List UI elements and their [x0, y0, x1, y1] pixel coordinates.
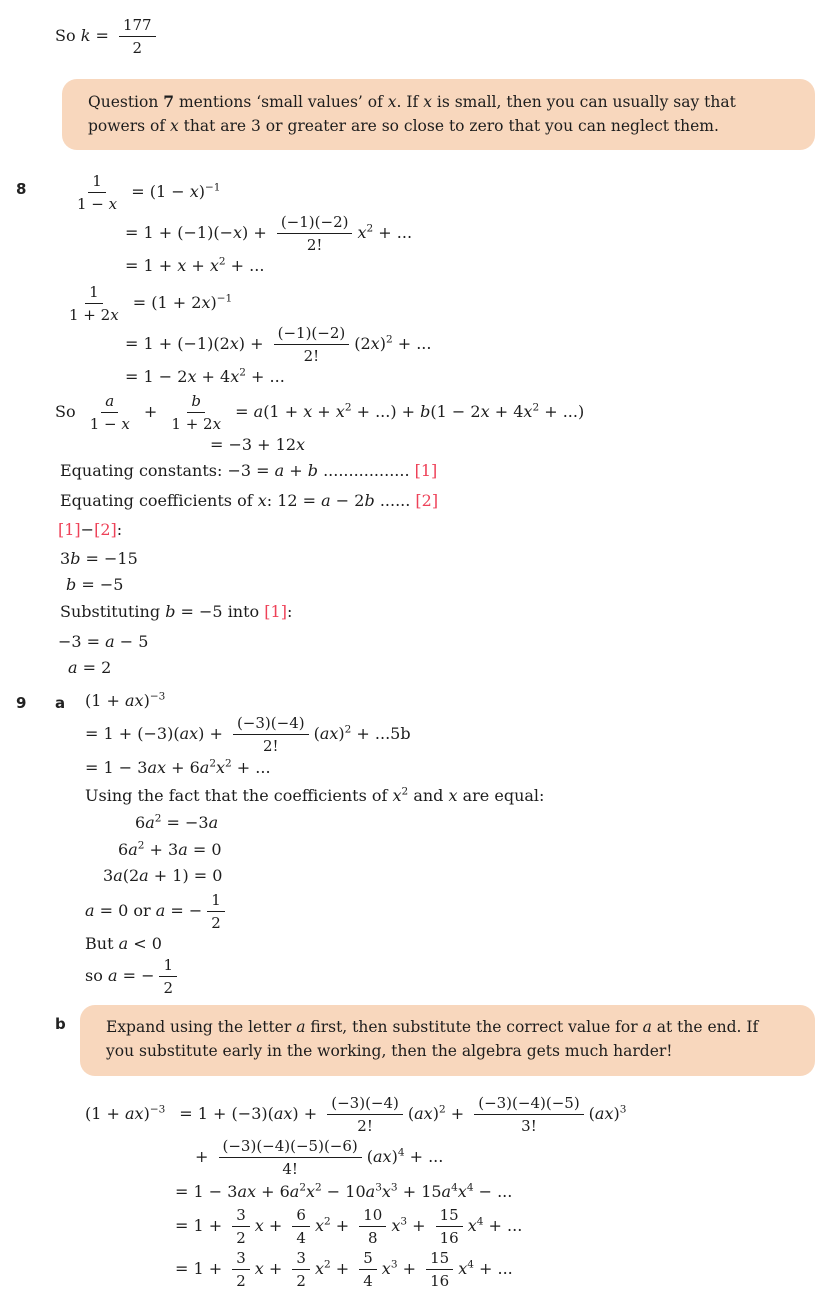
fraction-denominator: 1 + 2x [69, 305, 119, 324]
q9a-eq2 [118, 840, 826, 861]
math-variable: b [364, 491, 375, 511]
fraction-numerator: 1 [88, 172, 106, 193]
bold-text: 7 [163, 92, 175, 111]
math-variable: x [387, 93, 397, 111]
fraction-numerator: 1 [159, 956, 177, 977]
math-variable: x [335, 401, 345, 421]
fraction [207, 891, 225, 932]
math-variable: x [257, 491, 267, 511]
q9a-expression [16, 690, 826, 712]
superscript: 3 [390, 1181, 398, 1194]
q8-substituting-line [60, 602, 826, 623]
math-variable: x [229, 333, 239, 353]
fraction [219, 1137, 362, 1178]
superscript: 2 [438, 1103, 446, 1116]
fraction-denominator: 2 [236, 1229, 246, 1248]
q9a-final [85, 956, 826, 997]
math-variable: ax [125, 690, 144, 710]
math-variable: b [307, 461, 318, 481]
q9b-expansion-3 [175, 1182, 826, 1203]
math-variable: a [107, 966, 118, 986]
q8-expansion-1 [16, 172, 826, 214]
fraction-denominator: 4 [363, 1272, 373, 1290]
fraction-denominator: 2 [296, 1272, 306, 1290]
superscript: 2 [218, 255, 226, 268]
superscript: 2 [299, 1181, 306, 1194]
fraction-denominator: 2 [132, 39, 143, 57]
math-variable: a [208, 813, 219, 833]
math-variable: b [70, 548, 81, 568]
superscript: 3 [390, 1259, 398, 1271]
callout-text: Expand using the letter a first, then substitute the correct value for a at the end. If you substitute early in the working, then the algebra gets much harder! [106, 1018, 759, 1060]
math-content: $\frac{1}{1 + 2x}$ = $(1 + 2x)^{-1}$ [60, 293, 232, 312]
math-variable: ax [179, 723, 199, 743]
math-content: 3a(2a + 1) = 0 [103, 865, 223, 885]
superscript: 3 [400, 1216, 408, 1228]
superscript: 2 [385, 333, 393, 346]
q8-minus3-line [58, 632, 826, 653]
superscript: 2 [344, 723, 352, 736]
q8-expansion-4 [60, 283, 826, 324]
superscript: 2 [323, 1216, 331, 1228]
fraction [86, 392, 134, 433]
superscript: −1 [216, 292, 233, 305]
math-content: a = 2 [68, 658, 112, 678]
superscript: 2 [344, 401, 352, 414]
math-content: = 1 + (−3)(ax) + $\frac{(-3)(-4)}{2!}$ (ax)$^2$ + ...5b [85, 713, 411, 755]
math-variable: x [232, 223, 242, 243]
fraction-denominator: 2! [306, 236, 323, 255]
fraction-denominator: 2! [262, 736, 279, 755]
math-variable: x [381, 1259, 391, 1279]
fraction [474, 1094, 583, 1135]
question-label-b: b [55, 1015, 66, 1034]
fraction-numerator: (−3)(−4) [327, 1094, 403, 1115]
superscript: 2 [315, 1181, 322, 1194]
fraction [65, 283, 123, 324]
fraction-numerator: 15 [426, 1249, 453, 1270]
superscript: −3 [149, 1103, 166, 1116]
math-variable: a [365, 1181, 376, 1201]
q9b-expansion-4 [175, 1206, 826, 1247]
math-variable: x [110, 305, 119, 324]
question-label-9: 9 [16, 693, 27, 712]
fraction-numerator: (−1)(−2) [277, 213, 353, 234]
fraction-numerator: (−1)(−2) [274, 324, 350, 345]
fraction [436, 1206, 463, 1247]
math-variable: a [199, 757, 210, 777]
superscript: 4 [476, 1216, 484, 1228]
math-variable: x [314, 1216, 324, 1236]
fraction-denominator: 1 + 2x [171, 414, 222, 433]
fraction [359, 1249, 377, 1290]
math-content: 3b = −15 [60, 548, 138, 568]
fraction [73, 172, 121, 213]
math-variable: a [128, 840, 138, 860]
math-variable: x [457, 1181, 467, 1201]
q8-subtract-equations [58, 520, 826, 541]
fraction-numerator: 1 [85, 283, 103, 304]
math-content: = $1 - 2x + 4x^2$ + ... [125, 366, 285, 386]
q8-equating-coefficients [60, 491, 826, 512]
fraction-numerator: (−3)(−4) [233, 714, 309, 735]
math-variable: ax [319, 723, 339, 743]
superscript: 2 [401, 786, 409, 799]
superscript: 2 [209, 757, 216, 770]
math-content: = −3 + 12x [210, 434, 306, 454]
superscript: 4 [466, 1181, 474, 1194]
hint-callout-expand [55, 1005, 815, 1075]
q9a-expansion-1 [85, 714, 826, 755]
fraction-denominator: 2! [303, 346, 320, 365]
fraction [359, 1206, 386, 1247]
superscript: 4 [397, 1146, 405, 1159]
math-content: −3 = a − 5 [58, 632, 149, 652]
equation-reference: [2] [415, 491, 439, 511]
question-label-a: a [55, 693, 66, 712]
math-variable: ax [147, 757, 166, 777]
fraction-numerator: 3 [232, 1249, 250, 1270]
q8-expansion-5 [125, 324, 826, 365]
math-variable: a [68, 658, 78, 678]
math-variable: x [216, 757, 226, 777]
math-content: = 1 + $\frac{3}{2}$ x + $\frac{3}{2}$ $x^2$ + $\frac{5}{4}$ $x^3$ + $\frac{15}{16}$ $x^4$ + ... [175, 1249, 513, 1290]
fraction-denominator: 1 − x [77, 195, 118, 214]
math-content: Equating constants: −3 = a + b ................. [1] [60, 461, 438, 481]
math-variable: a [642, 1018, 652, 1037]
math-variable: x [448, 786, 458, 806]
result-k-line [55, 16, 826, 57]
fraction [233, 714, 309, 755]
math-variable: a [253, 401, 264, 421]
q9a-expansion-2 [85, 758, 826, 779]
superscript: 2 [225, 757, 232, 770]
math-content: (1 + ax)$^{-3}$ = 1 + (−3)(ax) + $\frac{(-3)(-4)}{2!}$ (ax)$^2$ + $\frac{(-3)(-4)(-5)}{3!}$ (ax)$^3$ [85, 1093, 627, 1135]
fraction [274, 324, 350, 365]
math-variable: x [480, 401, 490, 421]
math-content: + $\frac{(-3)(-4)(-5)(-6)}{4!}$ (ax)$^4$ + ... [195, 1136, 444, 1178]
fraction-denominator: 1 − x [89, 414, 130, 433]
fraction-numerator [101, 392, 118, 413]
q9b-expansion-2 [195, 1137, 826, 1178]
fraction-denominator: 8 [368, 1229, 378, 1248]
math-variable: a [139, 865, 149, 885]
math-variable: a [105, 391, 115, 410]
superscript: 3 [619, 1103, 627, 1116]
superscript: 2 [532, 401, 540, 414]
math-variable: x [357, 223, 367, 243]
math-content: Equating coefficients of x: 12 = a − 2b ...... [2] [60, 491, 439, 511]
math-content: = 1 + (−1)(2x) + $\frac{(-1)(-2)}{2!}$ $(2x)^2$ + ... [125, 323, 432, 365]
math-variable: a [145, 813, 155, 833]
hint-callout-question7 [62, 79, 815, 150]
fraction-numerator: (−3)(−4)(−5) [474, 1094, 583, 1115]
fraction-denominator: 16 [439, 1229, 459, 1248]
math-variable: a [155, 900, 166, 920]
math-content: = 1 + $\frac{3}{2}$ x + $\frac{6}{4}$ $x^2$ + $\frac{10}{8}$ $x^3$ + $\frac{15}{16}$ $x^4$ + ... [175, 1206, 523, 1248]
math-variable: ax [414, 1103, 433, 1123]
fraction [232, 1249, 250, 1290]
fraction-denominator: 2 [163, 979, 174, 998]
superscript: 2 [366, 222, 374, 235]
math-variable: x [306, 1181, 316, 1201]
q9a-condition [85, 934, 826, 955]
q8-expansion-2 [125, 213, 826, 254]
callout-text: Question 7 mentions ‘small values’ of x. If x is small, then you can usually say that powers of x that are 3 or greater are so close to zero that you can neglect them. [88, 92, 736, 135]
fraction-numerator: 15 [436, 1206, 463, 1227]
math-variable: k [80, 26, 91, 45]
math-variable: x [108, 195, 118, 214]
math-variable: a [274, 461, 285, 481]
q8-combined-line [55, 392, 826, 433]
math-content: Substituting b = −5 into [1]: [60, 602, 293, 622]
math-variable: a [118, 933, 129, 953]
math-variable: x [121, 414, 130, 433]
math-variable: x [303, 401, 313, 421]
math-variable: x [467, 1216, 477, 1236]
math-content: So $\frac{a}{1 - x}$ + $\frac{b}{1 + 2x}$ = $a(1 + x + x^2$ + ...) + $b(1 - 2x + 4x^2$ + ...) [55, 391, 585, 433]
math-content: $6a^2 = -3a$ [135, 812, 219, 833]
superscript: 2 [239, 366, 246, 379]
fraction-numerator: (−3)(−4)(−5)(−6) [219, 1137, 362, 1158]
math-content: so a = − $\frac{1}{2}$ [85, 966, 182, 985]
math-variable: b [165, 602, 176, 622]
equation-reference: [2] [94, 520, 117, 540]
math-variable: b [66, 574, 77, 594]
fraction-denominator: 2! [357, 1116, 373, 1135]
fraction [232, 1206, 250, 1247]
fraction-denominator: 2 [211, 913, 221, 932]
math-content: So k = $\frac{177}{2}$ [55, 26, 161, 45]
math-content: a = 0 or a = − $\frac{1}{2}$ [85, 901, 230, 920]
q9b-expansion-1 [85, 1094, 826, 1135]
q8-b-line [66, 575, 826, 596]
math-variable: x [201, 292, 211, 312]
math-content: $\frac{1}{1 - x}$ = $(1 - x)^{-1}$ [68, 182, 220, 201]
math-content: = $1 + x + x^2$ + ... [125, 255, 265, 276]
fraction [292, 1206, 310, 1247]
math-variable: x [381, 1181, 391, 1201]
math-variable: x [391, 1216, 401, 1236]
math-variable: a [85, 900, 95, 920]
q8-a-line [68, 658, 826, 679]
math-variable: a [296, 1018, 306, 1037]
math-variable: b [191, 391, 202, 410]
math-content: = $1 - 3ax + 6a^2x^2$ + ... [85, 757, 271, 777]
math-variable: x [423, 93, 432, 111]
fraction-denominator: 16 [430, 1272, 450, 1290]
fraction [277, 213, 353, 254]
superscript: −3 [149, 690, 166, 703]
math-variable: a [113, 865, 123, 885]
math-variable: x [296, 434, 306, 454]
fraction-numerator: 6 [292, 1206, 310, 1227]
math-variable: a [178, 840, 188, 860]
superscript: 2 [154, 812, 162, 825]
math-variable: x [254, 1259, 264, 1279]
fraction [426, 1249, 453, 1290]
superscript: 4 [451, 1181, 458, 1194]
q9a-using-fact [85, 786, 826, 807]
math-content: = 1 + (−1)(−x) + $\frac{(-1)(-2)}{2!}$ $x^2$ + ... [125, 213, 413, 255]
math-variable: x [314, 1259, 324, 1279]
fraction [327, 1094, 403, 1135]
fraction [167, 392, 225, 433]
fraction-numerator [187, 392, 205, 413]
math-content: (1 + ax)$^{-3}$ [85, 690, 166, 710]
fraction-numerator: 3 [232, 1206, 250, 1227]
superscript: 4 [467, 1259, 474, 1271]
q9a-eq3 [103, 866, 826, 887]
math-variable: x [254, 1216, 264, 1236]
equation-reference: [1] [58, 520, 81, 540]
math-variable: ax [373, 1146, 392, 1166]
math-variable: x [392, 786, 402, 806]
math-variable: a [441, 1181, 452, 1201]
math-variable: ax [125, 1103, 144, 1123]
fraction-numerator: 1 [207, 891, 225, 912]
math-content: = $1 - 3ax + 6a^2x^2 - 10a^3x^3 + 15a^4x^4$ − ... [175, 1181, 513, 1201]
question-label-8: 8 [16, 180, 27, 199]
q8-expansion-6 [125, 367, 826, 388]
math-content: [1]−[2]: [58, 520, 123, 540]
math-variable: x [370, 333, 380, 353]
equation-reference: [1] [414, 461, 438, 481]
q9a-eq1 [135, 813, 826, 834]
fraction-denominator: 4 [296, 1229, 306, 1248]
math-content: But a < 0 [85, 933, 162, 953]
q8-expansion-3 [125, 256, 826, 277]
math-variable: ax [594, 1103, 614, 1123]
fraction-numerator: 177 [119, 16, 156, 37]
math-content: b = −5 [66, 574, 124, 594]
superscript: 3 [375, 1181, 382, 1194]
fraction-denominator: 2 [236, 1272, 246, 1290]
math-variable: x [458, 1259, 468, 1279]
q8-equating-constants [60, 461, 826, 482]
equation-reference: [1] [264, 602, 287, 622]
fraction-numerator: 3 [292, 1249, 310, 1270]
math-content: Using the fact that the coefficients of $x^2$ and x are equal: [85, 786, 545, 806]
q8-3b-line [60, 549, 826, 570]
fraction-numerator: 5 [359, 1249, 377, 1270]
fraction-denominator: 4! [282, 1159, 298, 1178]
q9a-solutions [85, 891, 826, 932]
q8-combined-result [210, 435, 826, 456]
fraction-numerator: 10 [359, 1206, 386, 1227]
fraction [119, 16, 156, 57]
math-variable: b [420, 401, 431, 421]
math-variable: x [187, 366, 197, 386]
fraction-denominator: 3! [521, 1116, 537, 1135]
q9b-expansion-5 [175, 1249, 826, 1290]
superscript: 2 [323, 1259, 331, 1271]
math-variable: ax [237, 1181, 256, 1201]
fraction [292, 1249, 310, 1290]
math-variable: x [209, 256, 219, 276]
math-variable: ax [273, 1103, 293, 1123]
math-variable: x [189, 182, 199, 202]
math-variable: x [523, 401, 533, 421]
math-variable: a [321, 491, 331, 511]
math-variable: x [177, 256, 187, 276]
superscript: −1 [204, 181, 221, 194]
math-content: $6a^2 + 3a = 0$ [118, 839, 222, 860]
math-variable: x [230, 366, 240, 386]
math-variable: a [105, 632, 115, 652]
superscript: 2 [137, 839, 145, 852]
math-variable: x [169, 116, 179, 135]
math-variable: x [212, 414, 222, 433]
math-variable: a [289, 1181, 300, 1201]
fraction [159, 956, 177, 997]
